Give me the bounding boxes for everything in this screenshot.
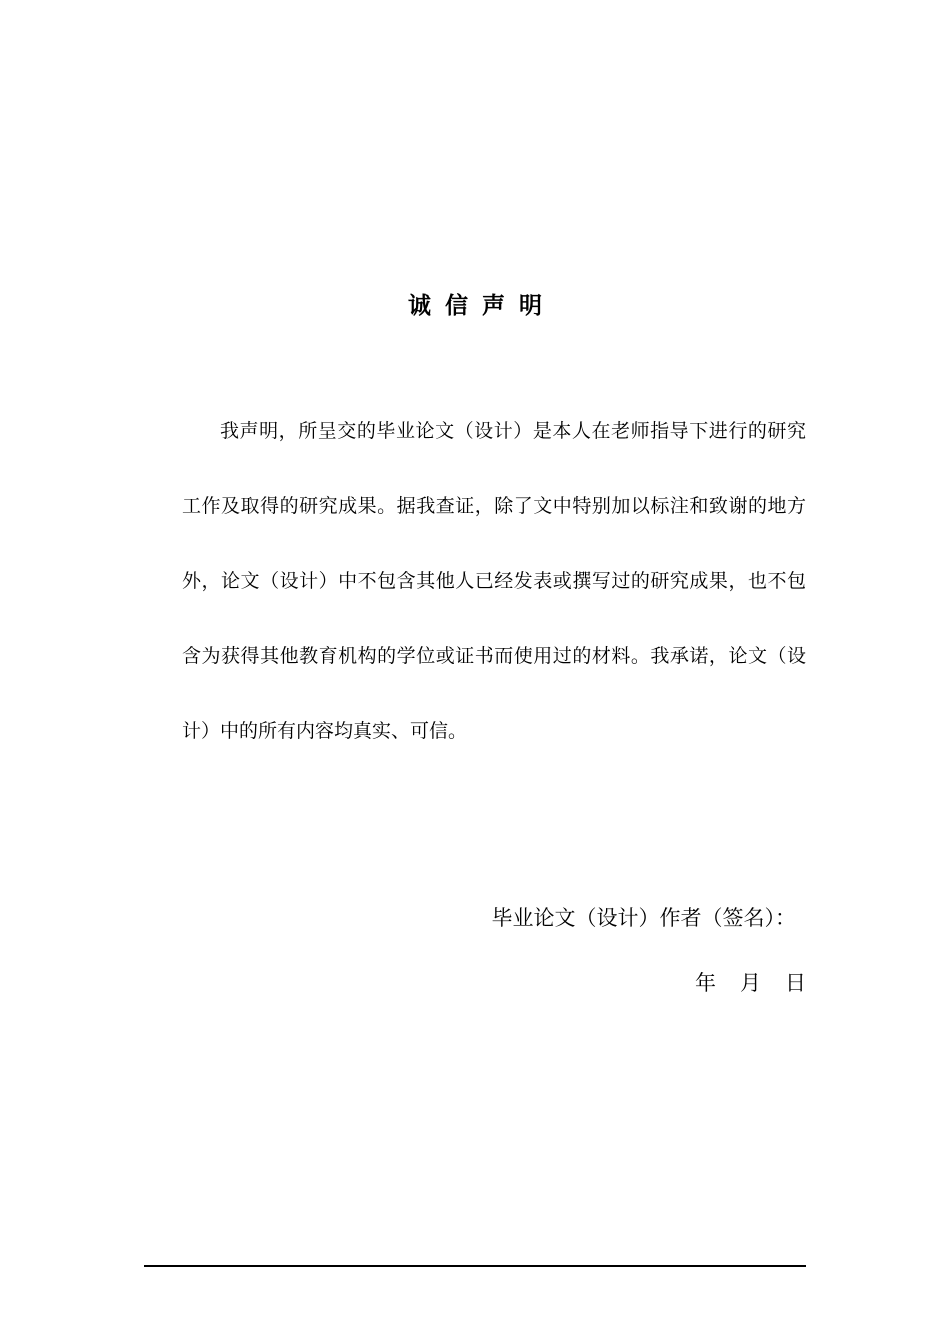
body-line: 含为获得其他教育机构的学位或证书而使用过的材料。我承诺，论文（设 bbox=[182, 645, 806, 667]
signature-label: 毕业论文（设计）作者（签名）： bbox=[491, 906, 796, 930]
month-label: 月 bbox=[740, 971, 761, 995]
day-label: 日 bbox=[785, 971, 806, 995]
body-line: 外，论文（设计）中不包含其他人已经发表或撰写过的研究成果，也不包 bbox=[182, 570, 806, 592]
page-title: 诚信声明 bbox=[408, 293, 556, 319]
year-label: 年 bbox=[695, 971, 716, 995]
body-line: 工作及取得的研究成果。据我查证，除了文中特别加以标注和致谢的地方 bbox=[182, 495, 806, 517]
body-line: 我声明，所呈交的毕业论文（设计）是本人在老师指导下进行的研究 bbox=[220, 420, 806, 442]
footer-rule bbox=[144, 1265, 806, 1267]
date-line bbox=[695, 967, 806, 999]
body-line: 计）中的所有内容均真实、可信。 bbox=[182, 720, 468, 742]
